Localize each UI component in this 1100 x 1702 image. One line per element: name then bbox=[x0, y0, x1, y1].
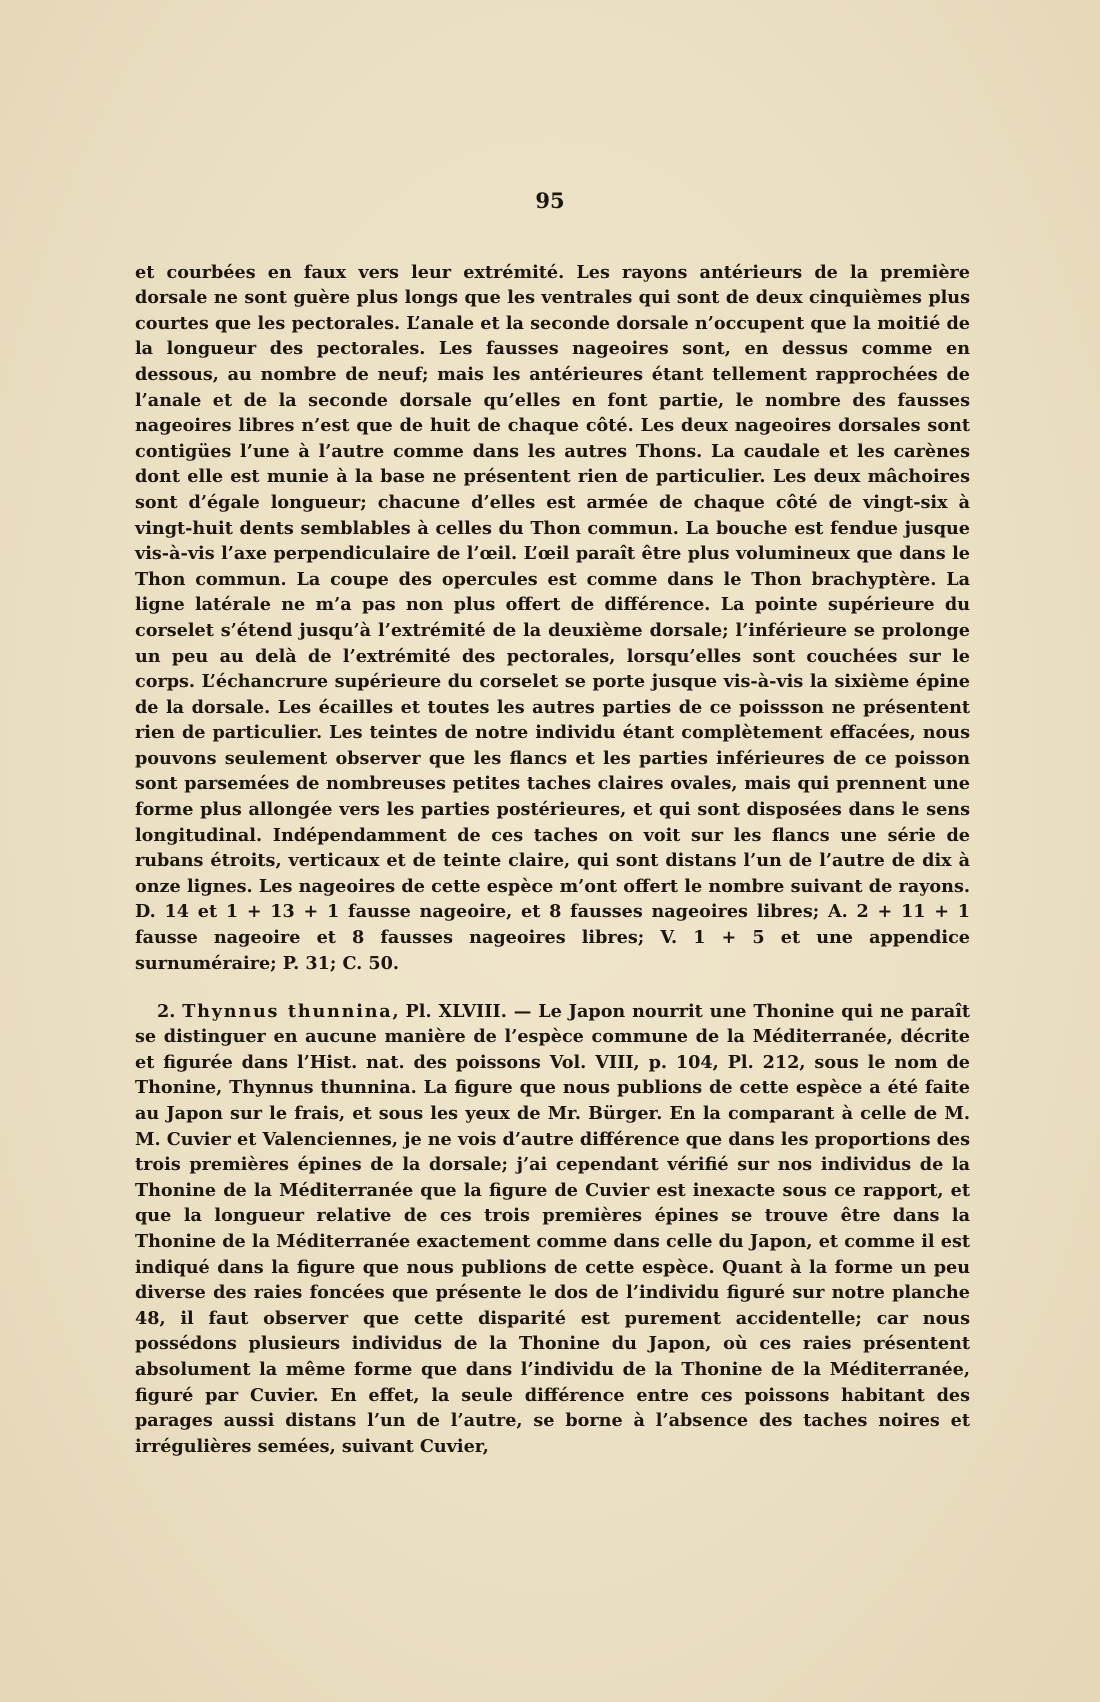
page-number: 95 bbox=[535, 188, 565, 213]
section-number: 2. bbox=[157, 1000, 176, 1022]
species-name: Thynnus thunnina bbox=[182, 1000, 393, 1022]
paragraph-thynnus-thunnina bbox=[135, 999, 970, 1460]
paragraph-fin-description: et courbées en faux vers leur extrémité. Les rayons antérieurs de la première dorsale ne sont guère plus longs que les ventrales qui sont de deux cinquièmes plus courtes que les pectorales. L’anale et la seconde dorsale n’occupent que la moitié de la longueur des pectorales. Les fausses nageoires sont, en dessus comme en dessous, au nombre de neuf; mais les antérieures étant tellement rapprochées de l’anale et de la seconde dorsale qu’elles en font partie, le nombre des fausses nageoires libres n’est que de huit de chaque côté. Les deux nageoires dorsales sont contigües l’une à l’autre comme dans les autres Thons. La caudale et les carènes dont elle est munie à la base ne présentent rien de particulier. Les deux mâchoires sont d’égale longueur; chacune d’elles est armée de chaque côté de vingt-six à vingt-huit dents semblables à celles du Thon commun. La bouche est fendue jusque vis-à-vis l’axe perpendiculaire de l’œil. L’œil paraît être plus volumineux que dans le Thon commun. La coupe des opercules est comme dans le Thon brachyptère. La ligne latérale ne m’a pas non plus offert de différence. La pointe supérieure du corselet s’étend jusqu’à l’extrémité de la deuxième dorsale; l’inférieure se prolonge un peu au delà de l’extrémité des pectorales, lorsqu’elles sont couchées sur le corps. L’échancrure supérieure du corselet se porte jusque vis-à-vis la sixième épine de la dorsale. Les écailles et toutes les autres parties de ce poissson ne présentent rien de particulier. Les teintes de notre individu étant complètement effacées, nous pouvons seulement observer que les flancs et les parties inférieures de ce poisson sont parsemées de nombreuses petites taches claires ovales, mais qui prennent une forme plus allongée vers les parties postérieures, et qui sont disposées dans le sens longitudinal. Indépendamment de ces taches on voit sur les flancs une série de rubans étroits, verticaux et de teinte claire, qui sont distans l’un de l’autre de dix à onze lignes. Les nageoires de cette espèce m’ont offert le nombre suivant de rayons. D. 14 et 1 + 13 + 1 fausse nageoire, et 8 fausses nageoires libres; A. 2 + 11 + 1 fausse nageoire et 8 fausses nageoires libres; V. 1 + 5 et une appendice surnuméraire; P. 31; C. 50. bbox=[135, 261, 970, 974]
paragraph-body: — Le Japon nourrit une Thonine qui ne paraît se distinguer en aucune manière de l’espèce commune de la Méditerranée, décrite et figurée dans l’Hist. nat. des poissons Vol. VIII, p. 104, Pl. 212, sous le nom de Thonine, Thynnus thunnina. La figure que nous publions de cette espèce a été faite au Japon sur le frais, et sous les yeux de Mr. Bürger. En la comparant à celle de M. M. Cuvier et Valenciennes, je ne vois d’autre différence que dans les proportions des trois premières épines de la dorsale; j’ai cependant vérifié sur nos individus de la Thonine de la Méditerranée que la figure de Cuvier est inexacte sous ce rapport, et que la longueur relative de ces trois premières épines se trouve être dans la Thonine de la Méditerranée exactement comme dans celle du Japon, et comme il est indiqué dans la figure que nous publions de cette espèce. Quant à la forme un peu diverse des raies foncées que présente le dos de l’individu figuré sur notre planche 48, il faut observer que cette disparité est purement accidentelle; car nous possédons plusieurs individus de la Thonine du Japon, où ces raies présentent absolument la même forme que dans l’individu de la Thonine de la Méditerranée, figuré par Cuvier. En effet, la seule différence entre ces poissons habitant des parages aussi distans l’un de l’autre, se borne à l’absence des taches noires et irrégulières semées, suivant Cuvier, bbox=[135, 1000, 971, 1457]
plate-reference: , Pl. XLVIII. bbox=[392, 1000, 507, 1022]
